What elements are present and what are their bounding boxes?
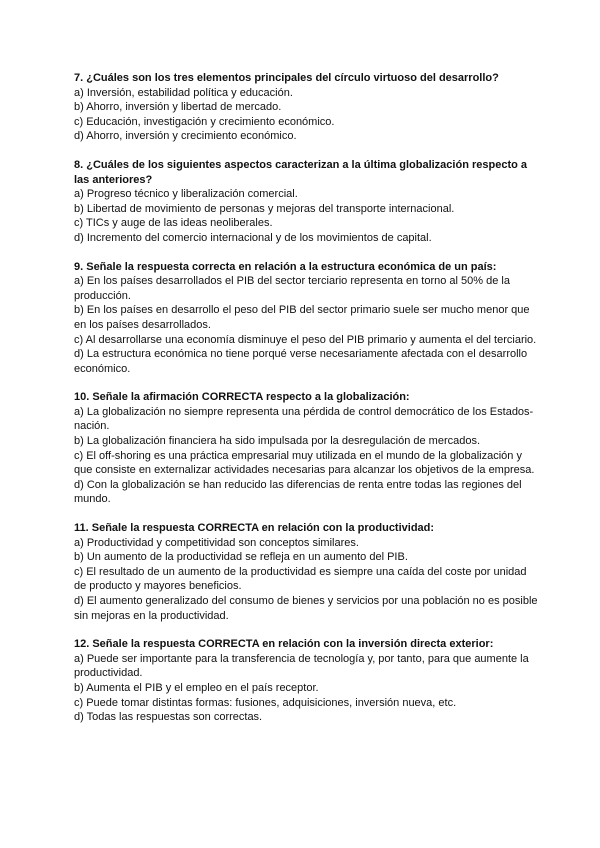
option-d: d) La estructura económica no tiene porqué verse necesariamente afectada con el desarrollo económico. xyxy=(74,348,528,375)
question-title: 8. ¿Cuáles de los siguientes aspectos caracterizan a la última globalización respecto a las anteriores? xyxy=(74,158,527,186)
option-c: c) Educación, investigación y crecimiento económico. xyxy=(74,115,335,128)
option-c: c) Puede tomar distintas formas: fusiones, adquisiciones, inversión nueva, etc. xyxy=(74,696,457,709)
question-title: 9. Señale la respuesta correcta en relación a la estructura económica de un país: xyxy=(74,260,497,273)
option-d: d) Ahorro, inversión y crecimiento económico. xyxy=(74,130,297,143)
question-title: 10. Señale la afirmación CORRECTA respecto a la globalización: xyxy=(74,391,410,404)
option-d: d) Con la globalización se han reducido las diferencias de renta entre todas las regiones del mundo. xyxy=(74,478,522,506)
option-b: b) Aumenta el PIB y el empleo en el país receptor. xyxy=(74,681,319,694)
option-a: a) Puede ser importante para la transferencia de tecnología y, por tanto, para que aumente la productividad. xyxy=(74,652,529,680)
option-b: b) Libertad de movimiento de personas y mejoras del transporte internacional. xyxy=(74,202,455,215)
option-b: b) La globalización financiera ha sido impulsada por la desregulación de mercados. xyxy=(74,435,481,448)
option-a: a) Progreso técnico y liberalización comercial. xyxy=(74,188,298,201)
option-d: d) Todas las respuestas son correctas. xyxy=(74,711,263,724)
option-a: a) La globalización no siempre representa una pérdida de control democrático de los Estados-nación. xyxy=(74,405,534,433)
question-title: 7. ¿Cuáles son los tres elementos principales del círculo virtuoso del desarrollo? xyxy=(74,72,499,84)
option-c: c) Al desarrollarse una economía disminuye el peso del PIB primario y aumenta el del terciario. xyxy=(74,333,537,346)
option-b: b) Ahorro, inversión y libertad de mercado. xyxy=(74,101,282,114)
question-title: 12. Señale la respuesta CORRECTA en relación con la inversión directa exterior: xyxy=(74,638,494,651)
question-11 xyxy=(74,521,540,623)
question-7 xyxy=(74,71,540,144)
question-12 xyxy=(74,637,540,725)
question-9 xyxy=(74,260,540,377)
question-10 xyxy=(74,390,540,507)
option-c: c) El resultado de un aumento de la productividad es siempre una caída del coste por unidad de producto y mayores beneficios. xyxy=(74,565,527,593)
option-b: b) Un aumento de la productividad se refleja en un aumento del PIB. xyxy=(74,551,408,564)
question-8 xyxy=(74,158,540,246)
question-title: 11. Señale la respuesta CORRECTA en relación con la productividad: xyxy=(74,522,435,535)
option-a: a) En los países desarrollados el PIB del sector terciario representa en torno al 50% de la producción. xyxy=(74,275,510,302)
option-d: d) El aumento generalizado del consumo de bienes y servicios por una población no es posible sin mejoras en la productividad. xyxy=(74,595,538,622)
option-a: a) Inversión, estabilidad política y educación. xyxy=(74,86,293,99)
option-b: b) En los países en desarrollo el peso del PIB del sector primario suele ser mucho menor que en los países desarrollados. xyxy=(74,304,530,331)
option-a: a) Productividad y competitividad son conceptos similares. xyxy=(74,536,359,549)
option-c: c) El off-shoring es una práctica empresarial muy utilizada en el mundo de la globalización y que consiste en externalizar actividades necesarias para alcanzar los objetivos de la empresa. xyxy=(74,449,535,477)
option-c: c) TICs y auge de las ideas neoliberales. xyxy=(74,217,273,230)
option-d: d) Incremento del comercio internacional y de los movimientos de capital. xyxy=(74,231,432,244)
